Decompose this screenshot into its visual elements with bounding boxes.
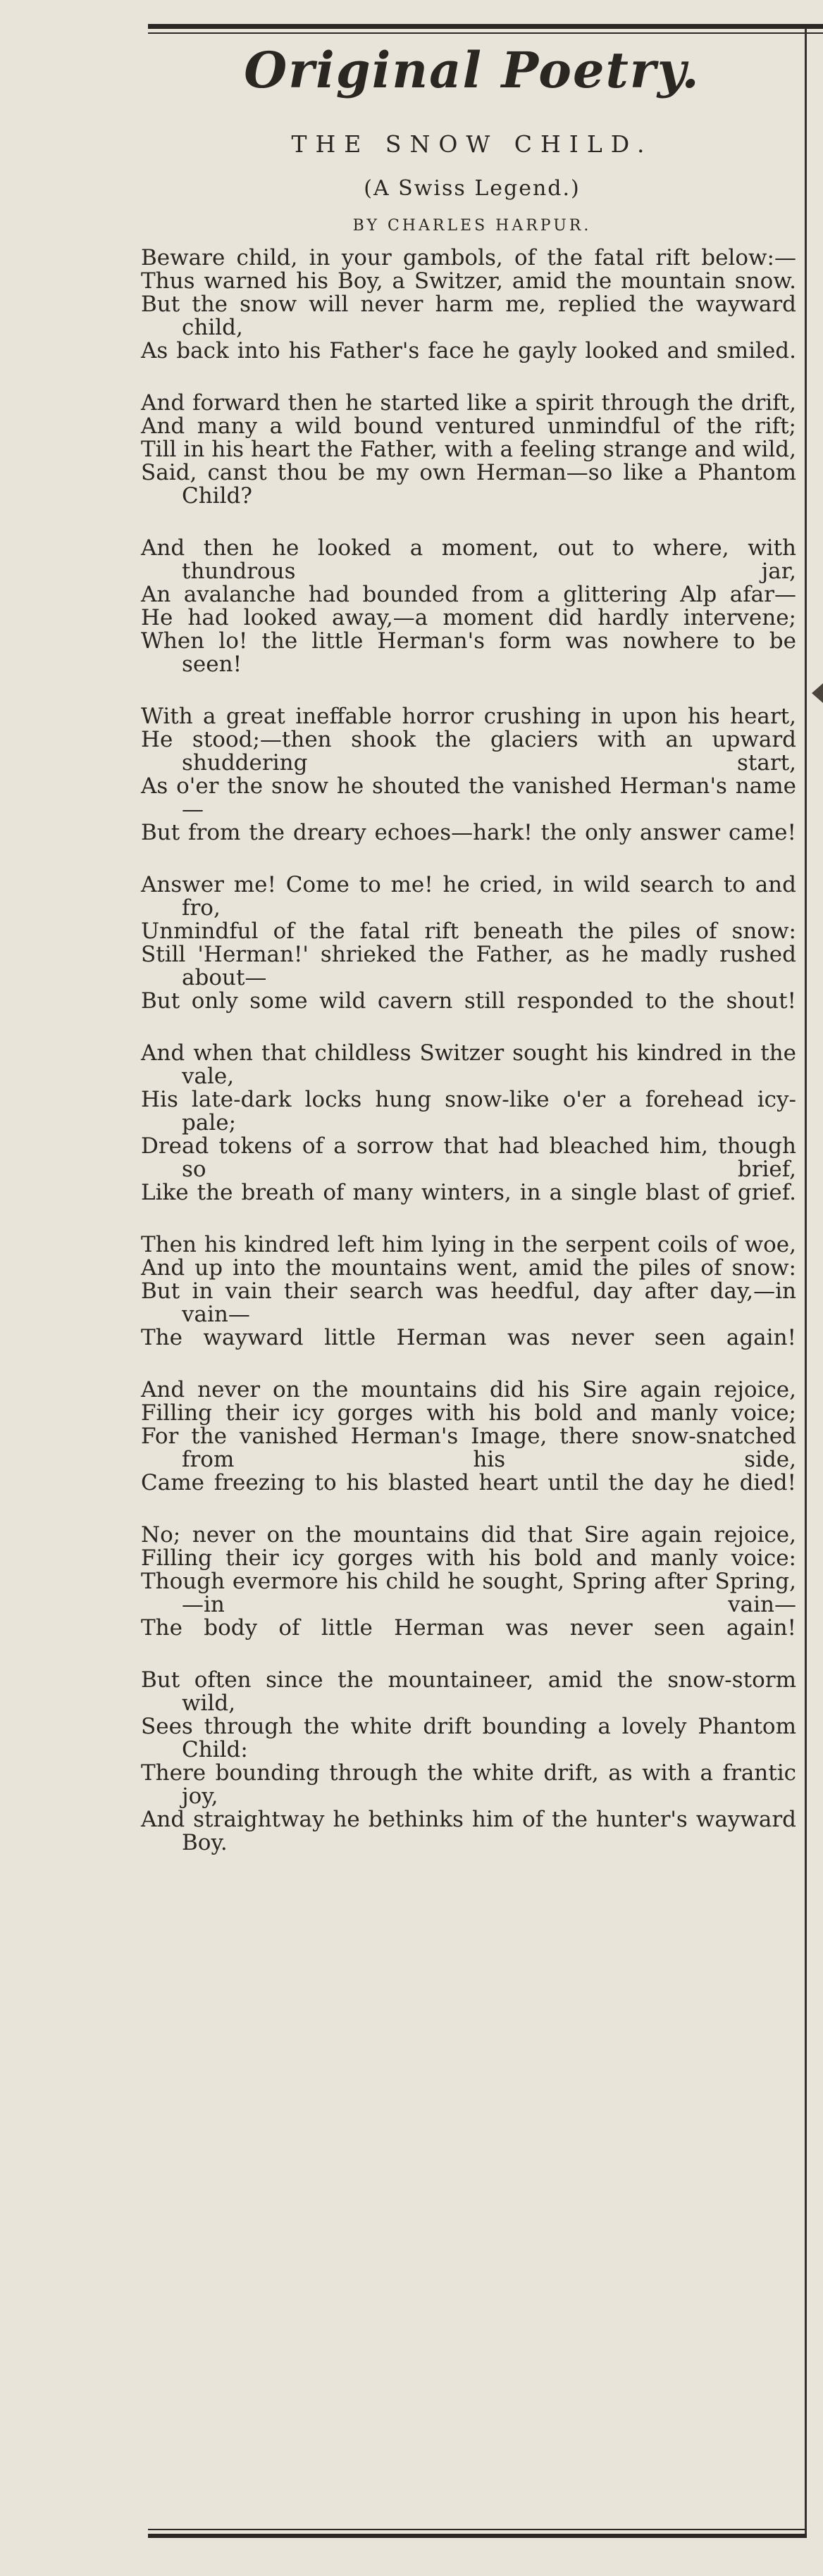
poem-line: There bounding through the white drift, as with a frantic joy, [141, 1760, 796, 1809]
poem-line: And forward then he started like a spirit through the drift, [141, 390, 796, 416]
top-rule-thin [148, 32, 823, 34]
poem-line: With a great ineffable horror crushing in upon his heart, [141, 704, 796, 729]
poem-line: But the snow will never harm me, replied the wayward child, [141, 292, 796, 340]
poem-title: THE SNOW CHILD. [291, 130, 653, 158]
poem-line: And many a wild bound ventured unmindful of the rift; [141, 413, 796, 439]
poem-line: And then he looked a moment, out to where, with thundrous jar, [141, 535, 796, 584]
poem-line: But often since the mountaineer, amid the snow-storm wild, [141, 1667, 796, 1716]
poem-line: But in vain their search was heedful, day after day,—in vain— [141, 1278, 796, 1327]
byline: BY CHARLES HARPUR. [352, 217, 592, 235]
poem-line: Came freezing to his blasted heart until the day he died! [141, 1470, 796, 1495]
poem-line: As o'er the snow he shouted the vanished Herman's name— [141, 773, 796, 822]
poem-line: Filling their icy gorges with his bold and manly voice; [141, 1400, 796, 1426]
stanza [141, 247, 796, 363]
poem-subtitle: (A Swiss Legend.) [364, 176, 581, 201]
poem-line: His late-dark locks hung snow-like o'er a forehead icy-pale; [141, 1087, 796, 1135]
poem-line: Filling their icy gorges with his bold and manly voice: [141, 1545, 796, 1571]
poem-line: Unmindful of the fatal rift beneath the piles of snow: [141, 919, 796, 944]
poem-line: And when that childless Switzer sought his kindred in the vale, [141, 1040, 796, 1089]
poem-line: And up into the mountains went, amid the piles of snow: [141, 1255, 796, 1281]
stanza [141, 1669, 796, 1855]
poem-line: And straightway he bethinks him of the hunter's wayward Boy. [141, 1807, 796, 1855]
section-title: Original Poetry. [244, 41, 700, 99]
bottom-rule-thick [148, 2534, 807, 2538]
poem-line: Till in his heart the Father, with a feeling strange and wild, [141, 437, 796, 462]
poem-line: But from the dreary echoes—hark! the only answer came! [141, 820, 796, 845]
poem-body [141, 247, 796, 1884]
margin-mark-icon [812, 683, 823, 703]
poem-line: Sees through the white drift bounding a lovely Phantom Child: [141, 1714, 796, 1762]
poem-line: Beware child, in your gambols, of the fatal rift below:— [141, 245, 796, 270]
poem-line: Then his kindred left him lying in the serpent coils of woe, [141, 1232, 796, 1257]
stanza [141, 1524, 796, 1640]
poem-line: An avalanche had bounded from a glittering Alp afar— [141, 582, 796, 607]
stanza [141, 392, 796, 508]
poem-line: And never on the mountains did his Sire again rejoice, [141, 1377, 796, 1402]
poem-line: But only some wild cavern still responded to the shout! [141, 988, 796, 1014]
bottom-rule [148, 2529, 807, 2530]
column-divider [805, 28, 807, 2536]
poem-line: Thus warned his Boy, a Switzer, amid the mountain snow. [141, 268, 796, 294]
poem-line: The body of little Herman was never seen again! [141, 1615, 796, 1641]
stanza [141, 1042, 796, 1205]
poem-line: As back into his Father's face he gayly looked and smiled. [141, 338, 796, 363]
poem-line: When lo! the little Herman's form was nowhere to be seen! [141, 628, 796, 677]
top-rule [148, 24, 823, 29]
stanza [141, 1379, 796, 1495]
poem-line: Though evermore his child he sought, Spring after Spring,—in vain— [141, 1569, 796, 1617]
poem-line: No; never on the mountains did that Sire again rejoice, [141, 1522, 796, 1548]
poem-line: Said, canst thou be my own Herman—so like a Phantom Child? [141, 460, 796, 509]
poem-line: The wayward little Herman was never seen again! [141, 1325, 796, 1350]
poem-line: For the vanished Herman's Image, there snow-snatched from his side, [141, 1424, 796, 1472]
stanza [141, 705, 796, 845]
stanza [141, 1233, 796, 1350]
poem-line: Answer me! Come to me! he cried, in wild search to and fro, [141, 872, 796, 921]
poem-line: He had looked away,—a moment did hardly intervene; [141, 605, 796, 630]
poem-line: Still 'Herman!' shrieked the Father, as he madly rushed about— [141, 942, 796, 990]
poem-line: He stood;—then shook the glaciers with an upward shuddering start, [141, 727, 796, 776]
poem-line: Like the breath of many winters, in a single blast of grief. [141, 1180, 796, 1205]
poem-line: Dread tokens of a sorrow that had bleached him, though so brief, [141, 1133, 796, 1182]
stanza [141, 873, 796, 1013]
stanza [141, 537, 796, 676]
